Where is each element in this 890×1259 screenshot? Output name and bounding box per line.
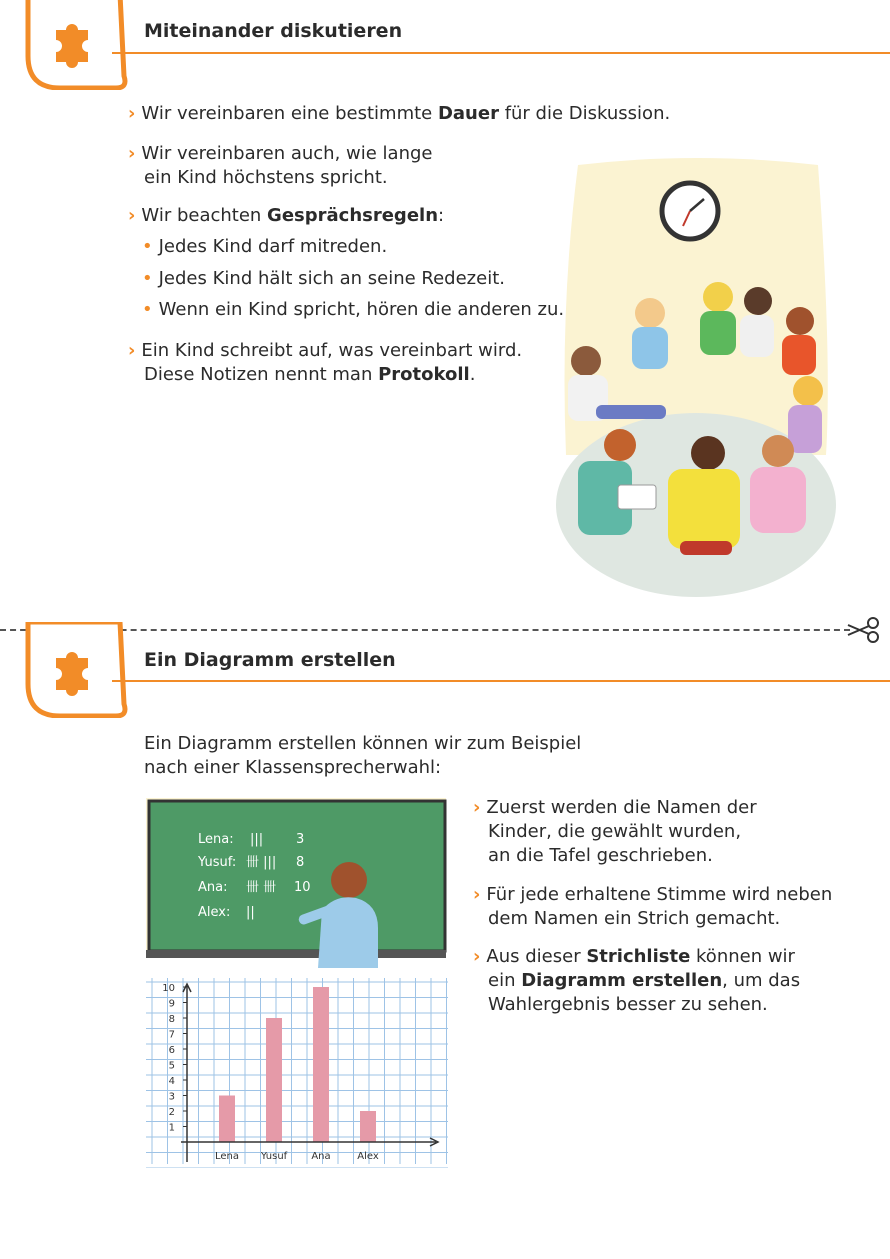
tally-count: 3 xyxy=(296,832,305,847)
list-item: › Zuerst werden die Namen der Kinder, die gewählt wurden, an die Tafel geschrieben. xyxy=(473,797,757,866)
header-rule xyxy=(112,680,890,682)
tally-marks: ||| xyxy=(250,832,264,847)
x-tick-label: Lena xyxy=(214,1151,240,1162)
x-tick-label: Yusuf xyxy=(260,1151,288,1162)
bar-lena xyxy=(219,1096,235,1143)
header-rule xyxy=(112,52,890,54)
intro-text: Ein Diagramm erstellen können wir zum Beispiel nach einer Klassensprecherwahl: xyxy=(144,733,582,778)
tally-marks: 卌 ||| xyxy=(246,855,277,870)
x-tick-label: Ana xyxy=(311,1151,331,1162)
list-item: › Aus dieser Strichliste können wir ein Diagramm erstellen, um das Wahlergebnis besser zu sehen. xyxy=(473,946,801,1015)
y-tick-label: 9 xyxy=(168,998,175,1010)
tally-marks: 卌 卌 xyxy=(246,880,277,895)
y-tick-label: 10 xyxy=(162,983,175,994)
bar-alex xyxy=(360,1111,376,1142)
y-tick-label: 1 xyxy=(168,1122,175,1134)
list-item: › Wir vereinbaren eine bestimmte Dauer für die Diskussion. xyxy=(128,103,671,124)
tally-name: Yusuf: xyxy=(198,855,237,870)
tally-count: 10 xyxy=(294,880,311,895)
clock-icon xyxy=(662,183,718,239)
y-tick-label: 6 xyxy=(168,1045,175,1056)
sub-list-item: • Jedes Kind hält sich an seine Redezeit. xyxy=(142,268,505,289)
scissors-icon xyxy=(846,617,882,643)
tally-count: 8 xyxy=(296,855,305,870)
y-tick-label: 8 xyxy=(168,1014,175,1025)
bar-yusuf xyxy=(266,1018,282,1142)
tally-marks: || xyxy=(246,905,255,920)
y-tick-label: 4 xyxy=(168,1076,175,1087)
y-tick-label: 7 xyxy=(168,1029,175,1041)
list-item: › Wir vereinbaren auch, wie lange ein Kind höchstens spricht. xyxy=(128,143,433,188)
sub-list-item: • Wenn ein Kind spricht, hören die anderen zu. xyxy=(142,299,565,320)
tally-name: Lena: xyxy=(198,832,234,847)
blackboard-illustration xyxy=(146,798,448,970)
bar-ana xyxy=(313,987,329,1142)
y-tick-label: 2 xyxy=(168,1107,175,1118)
x-tick-label: Alex xyxy=(357,1151,379,1162)
bar-chart xyxy=(146,978,448,1168)
sub-list-item: • Jedes Kind darf mitreden. xyxy=(142,236,388,257)
section-title: Miteinander diskutieren xyxy=(144,20,403,42)
y-tick-label: 3 xyxy=(168,1091,175,1103)
list-item: › Ein Kind schreibt auf, was vereinbart wird. Diese Notizen nennt man Protokoll. xyxy=(128,340,523,385)
tally-name: Alex: xyxy=(198,905,231,920)
discussion-circle-illustration xyxy=(556,155,836,600)
list-item: › Wir beachten Gesprächsregeln: xyxy=(128,205,445,226)
puzzle-tab-icon xyxy=(24,0,128,90)
puzzle-tab-icon xyxy=(24,622,128,718)
tally-name: Ana: xyxy=(198,880,228,895)
list-item: › Für jede erhaltene Stimme wird neben dem Namen ein Strich gemacht. xyxy=(473,884,833,929)
y-tick-label: 5 xyxy=(168,1060,175,1072)
section-title: Ein Diagramm erstellen xyxy=(144,649,396,671)
